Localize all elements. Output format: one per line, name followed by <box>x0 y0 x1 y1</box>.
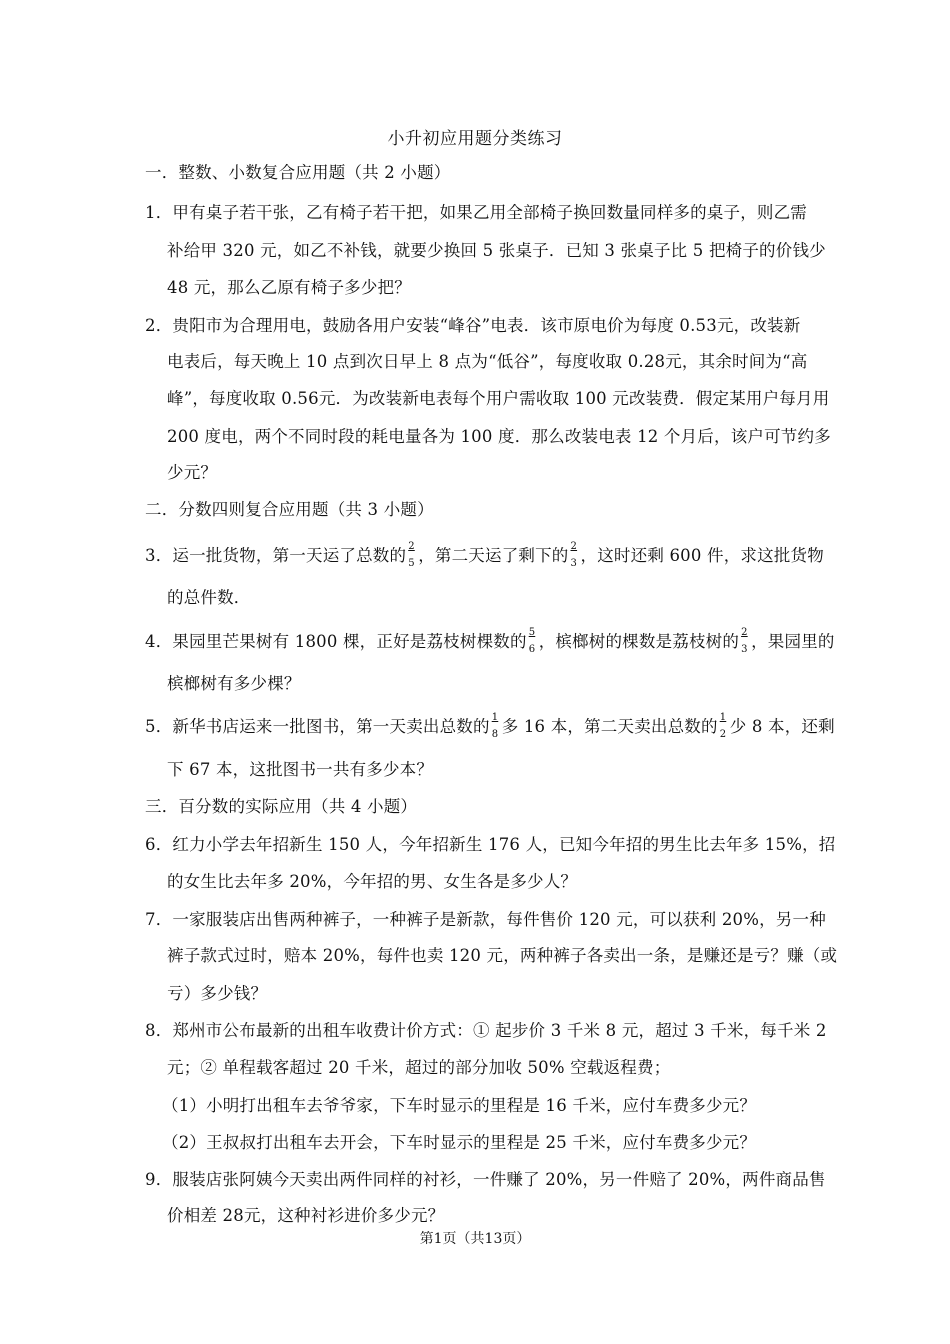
fraction <box>719 712 729 740</box>
text-segment: 少 8 本，还剩 <box>729 717 835 736</box>
text-segment: ，槟榔树的棵数是荔枝树的 <box>538 632 740 651</box>
question-line: 的总件数． <box>167 588 251 607</box>
text-segment: 多 16 本，第二天卖出总数的 <box>501 717 718 736</box>
question-line: 价相差 28元，这种衬衫进价多少元？ <box>167 1206 445 1225</box>
question-line: 峰”，每度收取 0.56元．为改装新电表每个用户需收取 100 元改装费．假定某用户每月用 <box>167 389 830 408</box>
text-segment: ，第二天运了剩下的 <box>418 546 569 565</box>
fraction <box>740 627 750 655</box>
page-footer: 第1页（共13页） <box>419 1231 531 1247</box>
section-heading-3: 三．百分数的实际应用（共 4 小题） <box>145 797 418 816</box>
fraction-numerator: 5 <box>528 627 536 638</box>
question-line: 元；② 单程载客超过 20 千米，超过的部分加收 50% 空载返程费； <box>167 1058 671 1077</box>
fraction-numerator: 2 <box>408 541 415 552</box>
question-line: 200 度电，两个不同时段的耗电量各为 100 度．那么改装电表 12 个月后，该户可节约多 <box>167 427 831 446</box>
fraction-denominator: 6 <box>528 644 536 655</box>
fraction-denominator: 3 <box>570 558 578 569</box>
section-heading-1: 一．整数、小数复合应用题（共 2 小题） <box>145 163 451 182</box>
fraction <box>407 541 417 569</box>
text-segment: 5．新华书店运来一批图书，第一天卖出总数的 <box>145 717 490 736</box>
question-line: 9．服装店张阿姨今天卖出两件同样的衬衫，一件赚了 20%，另一件赔了 20%，两件商品售 <box>145 1170 826 1189</box>
question-line: （2）王叔叔打出租车去开会，下车时显示的里程是 25 千米，应付车费多少元？ <box>162 1133 757 1152</box>
fraction-numerator: 2 <box>570 541 578 552</box>
fraction-numerator: 1 <box>719 712 727 723</box>
question-line: 48 元，那么乙原有椅子多少把？ <box>167 278 411 297</box>
question-line: 2．贵阳市为合理用电，鼓励各用户安装“峰谷”电表．该市原电价为每度 0.53元，改装新 <box>145 316 801 335</box>
question-line: （1）小明打出租车去爷爷家，下车时显示的里程是 16 千米，应付车费多少元？ <box>162 1096 757 1115</box>
text-segment: 3．运一批货物，第一天运了总数的 <box>145 546 407 565</box>
fraction-numerator: 2 <box>741 627 748 638</box>
question-line: 电表后，每天晚上 10 点到次日早上 8 点为“低谷”，每度收取 0.28元，其余时间为“高 <box>167 352 808 371</box>
question-line: 7．一家服装店出售两种裤子，一种裤子是新款，每件售价 120 元，可以获利 20%，另一种 <box>145 910 826 929</box>
text-segment: ，果园里的 <box>751 632 835 651</box>
question-line: 少元？ <box>167 463 218 482</box>
question-line: 6．红力小学去年招新生 150 人，今年招新生 176 人，已知今年招的男生比去年多 15%，招 <box>145 835 836 854</box>
text-segment: ，这时还剩 600 件，求这批货物 <box>580 546 824 565</box>
fraction <box>491 712 501 740</box>
text-segment: 4．果园里芒果树有 1800 棵，正好是荔枝树棵数的 <box>145 632 527 651</box>
question-line: 亏）多少钱？ <box>167 984 268 1003</box>
fraction <box>570 541 580 569</box>
question-line: 1．甲有桌子若干张，乙有椅子若干把，如果乙用全部椅子换回数量同样多的桌子，则乙需 <box>145 203 807 222</box>
section-heading-2: 二．分数四则复合应用题（共 3 小题） <box>145 500 434 519</box>
question-line <box>145 712 835 740</box>
question-line: 的女生比去年多 20%，今年招的男、女生各是多少人？ <box>167 872 578 891</box>
question-line: 下 67 本，这批图书一共有多少本？ <box>167 760 434 779</box>
fraction-denominator: 3 <box>741 644 748 655</box>
question-line: 槟榔树有多少棵？ <box>167 674 301 693</box>
fraction <box>528 627 538 655</box>
question-line <box>145 627 835 655</box>
fraction-denominator: 8 <box>491 729 499 740</box>
question-line <box>145 541 824 569</box>
question-line: 补给甲 320 元，如乙不补钱，就要少换回 5 张桌子．已知 3 张桌子比 5 把椅子的价钱少 <box>167 241 826 260</box>
fraction-denominator: 5 <box>408 558 415 569</box>
fraction-numerator: 1 <box>491 712 499 723</box>
question-line: 8．郑州市公布最新的出租车收费计价方式：① 起步价 3 千米 8 元，超过 3 千米，每千米 2 <box>145 1021 827 1040</box>
page-title: 小升初应用题分类练习 <box>387 129 563 149</box>
fraction-denominator: 2 <box>719 729 727 740</box>
question-line: 裤子款式过时，赔本 20%，每件也卖 120 元，两种裤子各卖出一条，是赚还是亏？赚（或 <box>167 946 838 965</box>
